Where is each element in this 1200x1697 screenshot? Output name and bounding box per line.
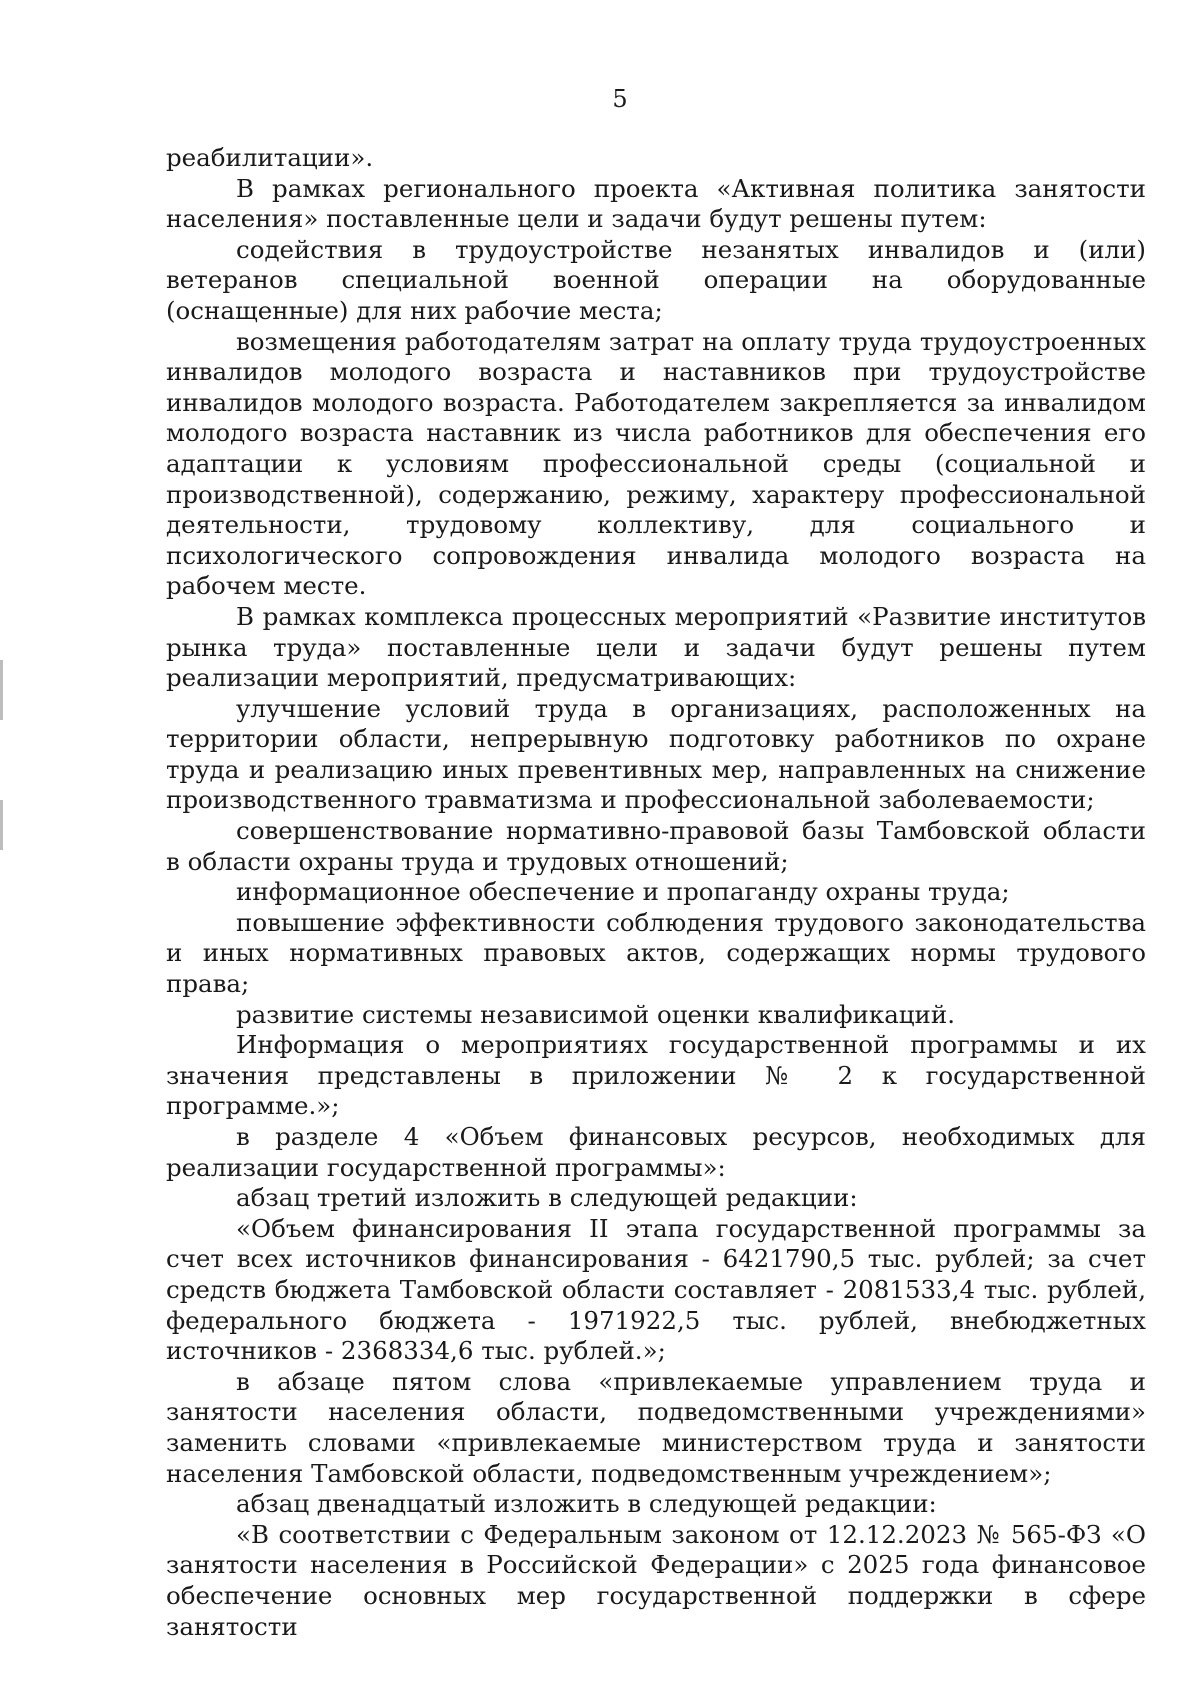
paragraph: В рамках регионального проекта «Активная политика занятости населения» поставленные цели и задачи будут решены путем:	[166, 173, 1146, 234]
paragraph: в разделе 4 «Объем финансовых ресурсов, необходимых для реализации государственной программы»:	[166, 1122, 1146, 1182]
paragraph: реабилитации».	[166, 143, 374, 172]
paragraph: совершенствование нормативно-правовой базы Тамбовской области в области охраны труда и трудовых отношений;	[166, 816, 1146, 876]
paragraph: в абзаце пятом слова «привлекаемые управлением труда и занятости населения области, подведомственными учреждениями» заменить словами «привлекаемые министерством труда и занятости населения Тамбовской области, подведомственным учреждением»;	[166, 1366, 1146, 1488]
paragraph: В рамках комплекса процессных мероприятий «Развитие институтов рынка труда» поставленные цели и задачи будут решены путем реализации мероприятий, предусматривающих:	[166, 601, 1146, 693]
paragraph: Информация о мероприятиях государственной программы и их значения представлены в приложении № 2 к государственной программе.»;	[166, 1030, 1146, 1121]
paragraph: содействия в трудоустройстве незанятых инвалидов и (или) ветеранов специальной военной операции на оборудованные (оснащенные) для них рабочие места;	[166, 234, 1146, 325]
scan-edge-mark	[0, 800, 3, 850]
paragraph: «В соответствии с Федеральным законом от 12.12.2023 № 565-ФЗ «О занятости населения в Российской Федерации» с 2025 года финансовое обеспечение основных мер государственной поддержки в сфере занятости	[166, 1519, 1146, 1641]
paragraph: повышение эффективности соблюдения трудового законодательства и иных нормативных правовых актов, содержащих нормы трудового права;	[166, 907, 1146, 999]
paragraph: абзац двенадцатый изложить в следующей редакции:	[236, 1489, 937, 1519]
paragraph: возмещения работодателям затрат на оплату труда трудоустроенных инвалидов молодого возраста и наставников при трудоустройстве инвалидов молодого возраста. Работодателем закрепляется за инвалидом молодого возраста наставник из числа работников для обеспечения его адаптации к условиям профессиональной среды (социальной и производственной), содержанию, режиму, характеру профессиональной деятельности, трудовому коллективу, для социального и психологического сопровождения инвалида молодого возраста на рабочем месте.	[166, 326, 1146, 601]
paragraph: развитие системы независимой оценки квалификаций.	[236, 999, 956, 1029]
scan-edge-mark	[0, 660, 3, 720]
page-number: 5	[612, 85, 628, 113]
paragraph: улучшение условий труда в организациях, расположенных на территории области, непрерывную подготовку работников по охране труда и реализацию иных превентивных мер, направленных на снижение производственного травматизма и профессиональной заболеваемости;	[166, 693, 1146, 815]
paragraph: информационное обеспечение и пропаганду охраны труда;	[236, 877, 1010, 907]
paragraph: абзац третий изложить в следующей редакции:	[236, 1183, 858, 1213]
paragraph: «Объем финансирования II этапа государственной программы за счет всех источников финансирования - 6421790,5 тыс. рублей; за счет средств бюджета Тамбовской области составляет - 2081533,4 тыс. рублей, федерального бюджета - 1971922,5 тыс. рублей, внебюджетных источников - 2368334,6 тыс. рублей.»;	[166, 1213, 1146, 1366]
document-body	[166, 143, 1146, 1642]
